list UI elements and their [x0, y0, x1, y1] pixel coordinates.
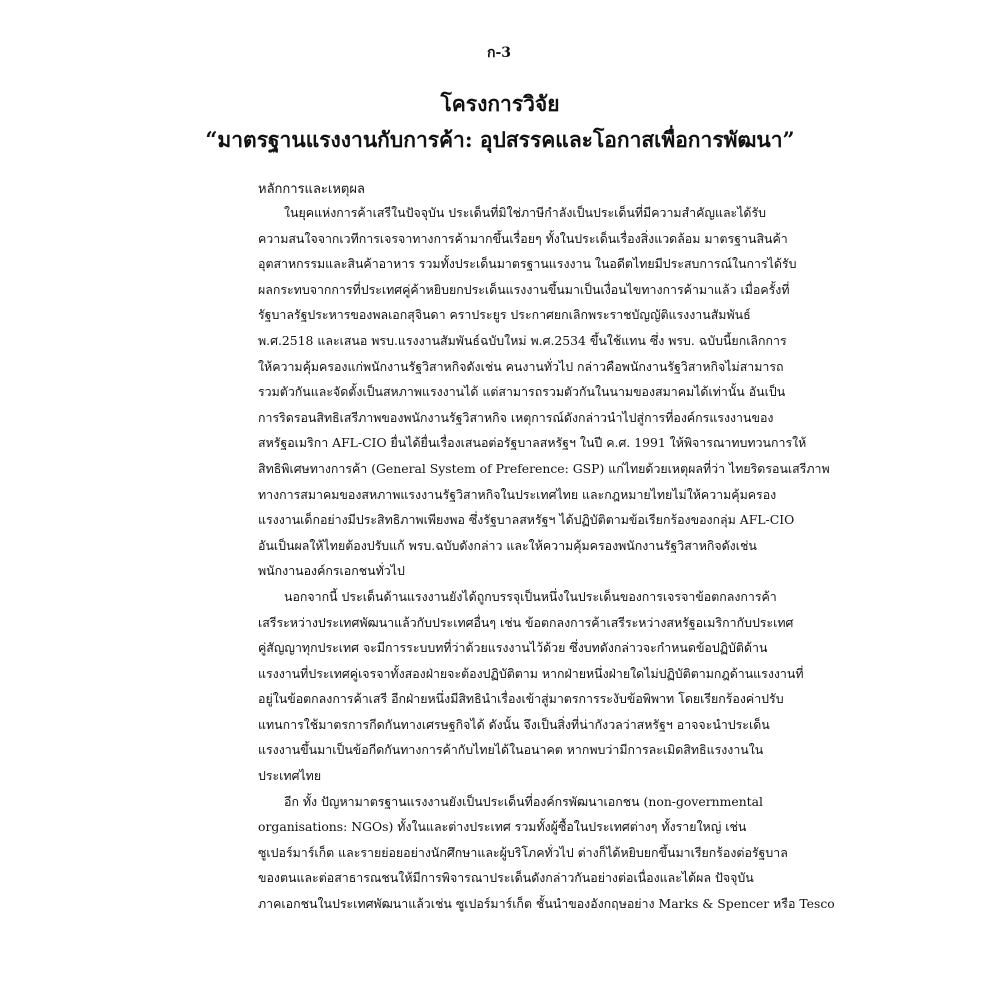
text-line: แรงงานที่ประเทศคู่เจรจาทั้งสองฝ่ายจะต้องปฏิบัติตาม หากฝ่ายหนึ่งฝ่ายใดไม่ปฏิบัติตามกฎด้านแรงงานที่ [258, 665, 804, 681]
text-line: รัฐบาลรัฐประหารของพลเอกสุจินดา คราประยูร ประกาศยกเลิกพระราชบัญญัติแรงงานสัมพันธ์ [258, 307, 751, 323]
text-line: สหรัฐอเมริกา AFL-CIO ยื่นได้ยื่นเรื่องเสนอต่อรัฐบาลสหรัฐฯ ในปี ค.ศ. 1991 ให้พิจารณาทบทวนการให้ [258, 435, 807, 451]
text-line: อีก ทั้ง ปัญหามาตรฐานแรงงานยังเป็นประเด็นที่องค์กรพัฒนาเอกชน (non-governmental [284, 793, 764, 809]
text-line: ของตนและต่อสาธารณชนให้มีการพิจารณาประเด็นดังกล่าวกันอย่างต่อเนื่องและได้ผล ปัจจุบัน [258, 870, 754, 886]
text-line: พนักงานองค์กรเอกชนทั่วไป [258, 563, 405, 579]
text-line: ให้ความคุ้มครองแก่พนักงานรัฐวิสาหกิจดังเช่น คนงานทั่วไป กล่าวคือพนักงานรัฐวิสาหกิจไม่สามารถ [258, 358, 784, 374]
text-line: คู่สัญญาทุกประเทศ จะมีการระบบทที่ว่าด้วยแรงงานไว้ด้วย ซึ่งบทดังกล่าวจะกำหนดข้อปฏิบัติด้าน [258, 640, 768, 656]
text-line: สิทธิพิเศษทางการค้า (General System of Preference: GSP) แก่ไทยด้วยเหตุผลที่ว่า ไทยริดรอนเสรีภาพ [258, 460, 830, 476]
text-line: ซูเปอร์มาร์เก็ต และรายย่อยอย่างนักศึกษาและผู้บริโภคทั่วไป ต่างก็ได้หยิบยกขึ้นมาเรียกร้องต่อรัฐบาล [258, 844, 788, 860]
page-subtitle: “มาตรฐานแรงงานกับการค้า: อุปสรรคและโอกาสเพื่อการพัฒนา” [205, 127, 795, 152]
paragraph-3 [258, 789, 835, 917]
text-line: ประเทศไทย [258, 768, 322, 784]
paragraph-2 [258, 584, 804, 789]
text-line: แรงงานเด็กอย่างมีประสิทธิภาพเพียงพอ ซึ่งรัฐบาลสหรัฐฯ ได้ปฏิบัติตามข้อเรียกร้องของกลุ่ม AFL-CIO [258, 512, 795, 528]
section-heading: หลักการและเหตุผล [258, 182, 365, 197]
text-line: อันเป็นผลให้ไทยต้องปรับแก้ พรบ.ฉบับดังกล่าว และให้ความคุ้มครองพนักงานรัฐวิสาหกิจดังเช่น [258, 537, 757, 553]
text-line: ผลกระทบจากการที่ประเทศคู่ค้าหยิบยกประเด็นแรงงานขึ้นมาเป็นเงื่อนไขทางการค้ามาแล้ว เมื่อครั้งที่ [258, 281, 790, 297]
text-line: ความสนใจจากเวทีการเจรจาทางการค้ามากขึ้นเรื่อยๆ ทั้งในประเด็นเรื่องสิ่งแวดล้อม มาตรฐานสินค้า [258, 230, 788, 246]
page-number: ก-3 [487, 45, 512, 61]
text-line: อยู่ในข้อตกลงการค้าเสรี อีกฝ่ายหนึ่งมีสิทธินำเรื่องเข้าสู่มาตรการระงับข้อพิพาท โดยเรียกร้องค่าปรับ [258, 691, 784, 707]
body-text [258, 200, 835, 917]
text-line: ทางการสมาคมของสหภาพแรงงานรัฐวิสาหกิจในประเทศไทย และกฎหมายไทยไม่ให้ความคุ้มครอง [258, 486, 777, 502]
text-line: รวมตัวกันและจัดตั้งเป็นสหภาพแรงงานได้ แต่สามารถรวมตัวกันในนามของสมาคมได้เท่านั้น อันเป็น [258, 384, 786, 400]
text-line: นอกจากนี้ ประเด็นด้านแรงงานยังได้ถูกบรรจุเป็นหนึ่งในประเด็นของการเจรจาข้อตกลงการค้า [284, 588, 777, 604]
paragraph-1 [258, 200, 830, 584]
text-line: พ.ศ.2518 และเสนอ พรบ.แรงงานสัมพันธ์ฉบับใหม่ พ.ศ.2534 ขึ้นใช้แทน ซึ่ง พรบ. ฉบับนี้ยกเลิกการ [258, 332, 787, 348]
text-line: อุตสาหกรรมและสินค้าอาหาร รวมทั้งประเด็นมาตรฐานแรงงาน ในอดีตไทยมีประสบการณ์ในการได้รับ [258, 256, 797, 272]
text-line: การริดรอนสิทธิเสรีภาพของพนักงานรัฐวิสาหกิจ เหตุการณ์ดังกล่าวนำไปสู่การที่องค์กรแรงงานของ [258, 409, 774, 425]
text-line: แรงงานขึ้นมาเป็นข้อกีดกันทางการค้ากับไทยได้ในอนาคต หากพบว่ามีการละเมิดสิทธิแรงงานใน [258, 742, 764, 758]
text-line: ภาคเอกชนในประเทศพัฒนาแล้วเช่น ซูเปอร์มาร์เก็ต ชั้นนำของอังกฤษอย่าง Marks & Spencer หรือ Tesco [258, 896, 835, 912]
text-line: organisations: NGOs) ทั้งในและต่างประเทศ รวมทั้งผู้ซื้อในประเทศต่างๆ ทั้งรายใหญ่ เช่น [258, 819, 747, 835]
text-line: เสรีระหว่างประเทศพัฒนาแล้วกับประเทศอื่นๆ เช่น ข้อตกลงการค้าเสรีระหว่างสหรัฐอเมริกากับประเทศ [258, 614, 794, 630]
page-title: โครงการวิจัย [440, 91, 560, 116]
text-line: แทนการใช้มาตรการกีดกันทางเศรษฐกิจได้ ดังนั้น จึงเป็นสิ่งที่น่ากังวลว่าสหรัฐฯ อาจจะนำประเด็น [258, 716, 770, 732]
text-line: ในยุคแห่งการค้าเสรีในปัจจุบัน ประเด็นที่มิใช่ภาษีกำลังเป็นประเด็นที่มีความสำคัญและได้รับ [284, 205, 766, 220]
